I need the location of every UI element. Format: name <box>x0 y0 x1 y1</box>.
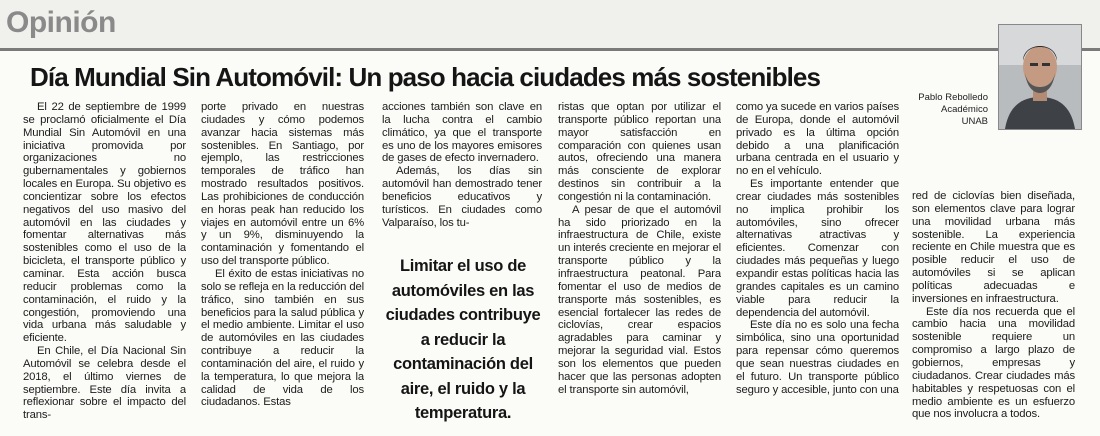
header-rule <box>0 48 1100 51</box>
article-column-1 <box>23 101 186 421</box>
paragraph: El éxito de estas iniciativas no solo se refleja en la reducción del tráfico, sino también en sus beneficios para la salud pública y el medio ambiente. Limitar el uso de automóviles en las ciudades contribuye a reducir la contaminación del aire, el ruido y la temperatura, lo que mejora la calidad de vida de los ciudadanos. Estas <box>201 267 364 409</box>
article-column-5 <box>736 101 899 421</box>
article-column-3 <box>382 101 542 229</box>
paragraph: ristas que optan por utilizar el transporte público reportan una mayor satisfacción en comparación con quienes usan autos, ofreciendo una manera más consciente de explorar destinos sin contribuir a la congestión ni la contaminación. <box>558 101 721 203</box>
paragraph: En Chile, el Día Nacional Sin Automóvil se celebra desde el 2018, el último viernes de septiembre. Este día invita a reflexionar sobre el impacto del trans- <box>23 345 186 421</box>
paragraph: Este día no es solo una fecha simbólica, sino una oportunidad para repensar cómo queremos que sean nuestras ciudades en el futuro. Un transporte público seguro y accesible, junto con una <box>736 319 899 396</box>
paragraph: A pesar de que el automóvil ha sido priorizado en la infraestructura de Chile, existe un interés creciente en mejorar el transporte público y la infraestructura peatonal. Para fomentar el uso de medios de transporte más sostenibles, es esencial fortalecer las redes de ciclovías, crear espacios agradables para caminar y mejorar la seguridad vial. Estos son los elementos que pueden hacer que las personas adopten el transporte sin automóvil, <box>558 203 721 396</box>
paragraph: porte privado en nuestras ciudades y cómo podemos avanzar hacia sistemas más sostenibles. En Santiago, por ejemplo, las restricciones temporales de tráfico han mostrado resultados positivos. Las prohibiciones de conducción en horas peak han reducido los viajes en automóvil entre un 6% y un 9%, disminuyendo la contaminación y fomentando el uso del transporte público. <box>201 101 364 268</box>
section-header <box>0 0 1100 48</box>
paragraph: Este día nos recuerda que el cambio hacia una movilidad sostenible requiere un compromiso a largo plazo de gobiernos, empresas y ciudadanos. Crear ciudades más habitables y respetuosas con el medio ambiente es un esfuerzo que nos involucra a todos. <box>912 305 1075 421</box>
article-headline: Día Mundial Sin Automóvil: Un paso hacia ciudades más sostenibles <box>30 62 821 92</box>
author-photo <box>998 24 1082 130</box>
section-title: Opinión <box>6 6 116 39</box>
paragraph: Es importante entender que crear ciudades más sostenibles no implica prohibir los automóviles, sino ofrecer alternativas atractivas y eficientes. Comenzar con ciudades más pequeñas y luego expandir estas políticas hacia las grandes capitales es un camino viable para reducir la dependencia del automóvil. <box>736 178 899 319</box>
paragraph: como ya sucede en varios países de Europa, donde el automóvil privado es la última opción debido a una planificación urbana centrada en el usuario y no en el vehículo. <box>736 101 899 178</box>
author-name: Pablo Rebolledo <box>918 92 988 103</box>
article-column-2 <box>201 101 364 421</box>
article-column-4 <box>558 101 721 421</box>
author-institution: UNAB <box>961 116 988 127</box>
article-column-6 <box>912 190 1075 421</box>
pull-quote: Limitar el uso de automóviles en las ciudades contribuye a reducir la contaminación del aire, el ruido y la temperatura. <box>385 257 541 422</box>
author-portrait-icon <box>999 25 1081 129</box>
paragraph: El 22 de septiembre de 1999 se proclamó oficialmente el Día Mundial Sin Automóvil en una iniciativa promovida por organizaciones no gubernamentales y gobiernos locales en Europa. Su objetivo es concientizar sobre los efectos negativos del uso masivo del automóvil en las ciudades y fomentar alternativas más sostenibles como el uso de la bicicleta, el transporte público y caminar. Esta acción busca reducir problemas como la contaminación, el ruido y la congestión, promoviendo una vida urbana más saludable y eficiente. <box>23 101 186 345</box>
paragraph: Además, los días sin automóvil han demostrado tener beneficios educativos y turísticos. En ciudades como Valparaíso, los tu- <box>382 165 542 229</box>
paragraph: acciones también son clave en la lucha contra el cambio climático, ya que el transporte es uno de los mayores emisores de gases de efecto invernadero. <box>382 101 542 165</box>
author-role: Académico <box>941 104 988 115</box>
paragraph: red de ciclovías bien diseñada, son elementos clave para lograr una movilidad urbana más sostenible. La experiencia reciente en Chile muestra que es posible reducir el uso de automóviles si se aplican políticas adecuadas e inversiones en infraestructura. <box>912 190 1075 305</box>
author-byline <box>918 92 988 128</box>
